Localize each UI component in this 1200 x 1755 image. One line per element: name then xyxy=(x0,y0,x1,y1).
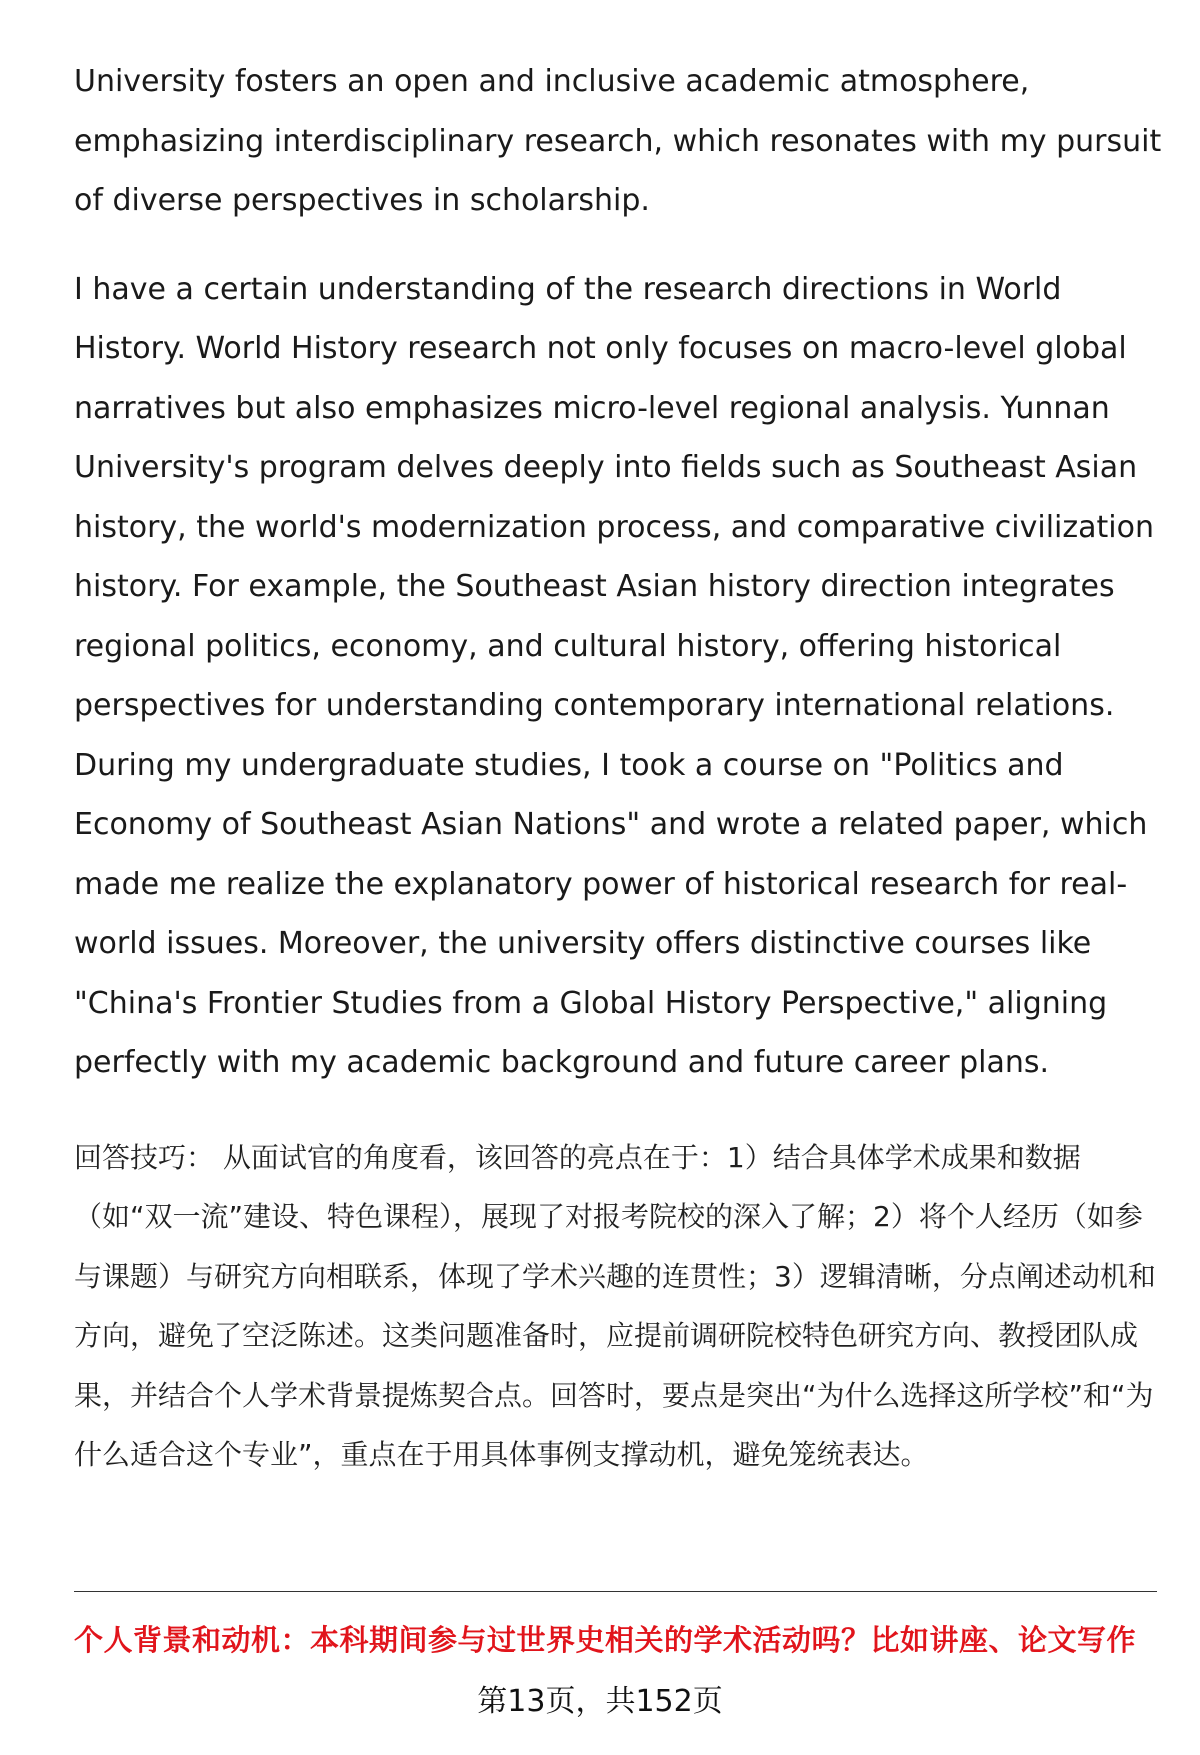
answer-tips-paragraph: 回答技巧： 从面试官的角度看，该回答的亮点在于：1）结合具体学术成果和数据（如“双一流”建设、特色课程），展现了对报考院校的深入了解；2）将个人经历（如参与课题）与研究方向相联系，体现了学术兴趣的连贯性；3）逻辑清晰，分点阐述动机和方向，避免了空泛陈述。这类问题准备时，应提前调研院校特色研究方向、教授团队成果，并结合个人学术背景提炼契合点。回答时，要点是突出“为什么选择这所学校”和“为什么适合这个专业”，重点在于用具体事例支撑动机，避免笼统表达。 xyxy=(74,1140,1156,1471)
document-body xyxy=(74,52,1164,1485)
section-divider xyxy=(74,1591,1157,1592)
next-question-heading: 个人背景和动机：本科期间参与过世界史相关的学术活动吗？比如讲座、论文写作 xyxy=(74,1623,1137,1657)
paragraph-world-history: I have a certain understanding of the research directions in World History. World History research not only focuses on macro-level global narratives but also emphasizes micro-level regional analysis. Yunnan University's program delves deeply into fields such as Southeast Asian history, the world's modernization process, and comparative civilization history. For example, the Southeast Asian history direction integrates regional politics, economy, and cultural history, offering historical perspectives for understanding contemporary international relations. During my undergraduate studies, I took a course on "Politics and Economy of Southeast Asian Nations" and wrote a related paper, which made me realize the explanatory power of historical research for real-world issues. Moreover, the university offers distinctive courses like "China's Frontier Studies from a Global History Perspective," aligning perfectly with my academic background and future career plans. xyxy=(74,271,1154,1080)
paragraph-university-atmosphere: University fosters an open and inclusive academic atmosphere, emphasizing interdisciplinary research, which resonates with my pursuit of diverse perspectives in scholarship. xyxy=(74,64,1162,218)
page-number: 第13页，共152页 xyxy=(477,1684,723,1719)
